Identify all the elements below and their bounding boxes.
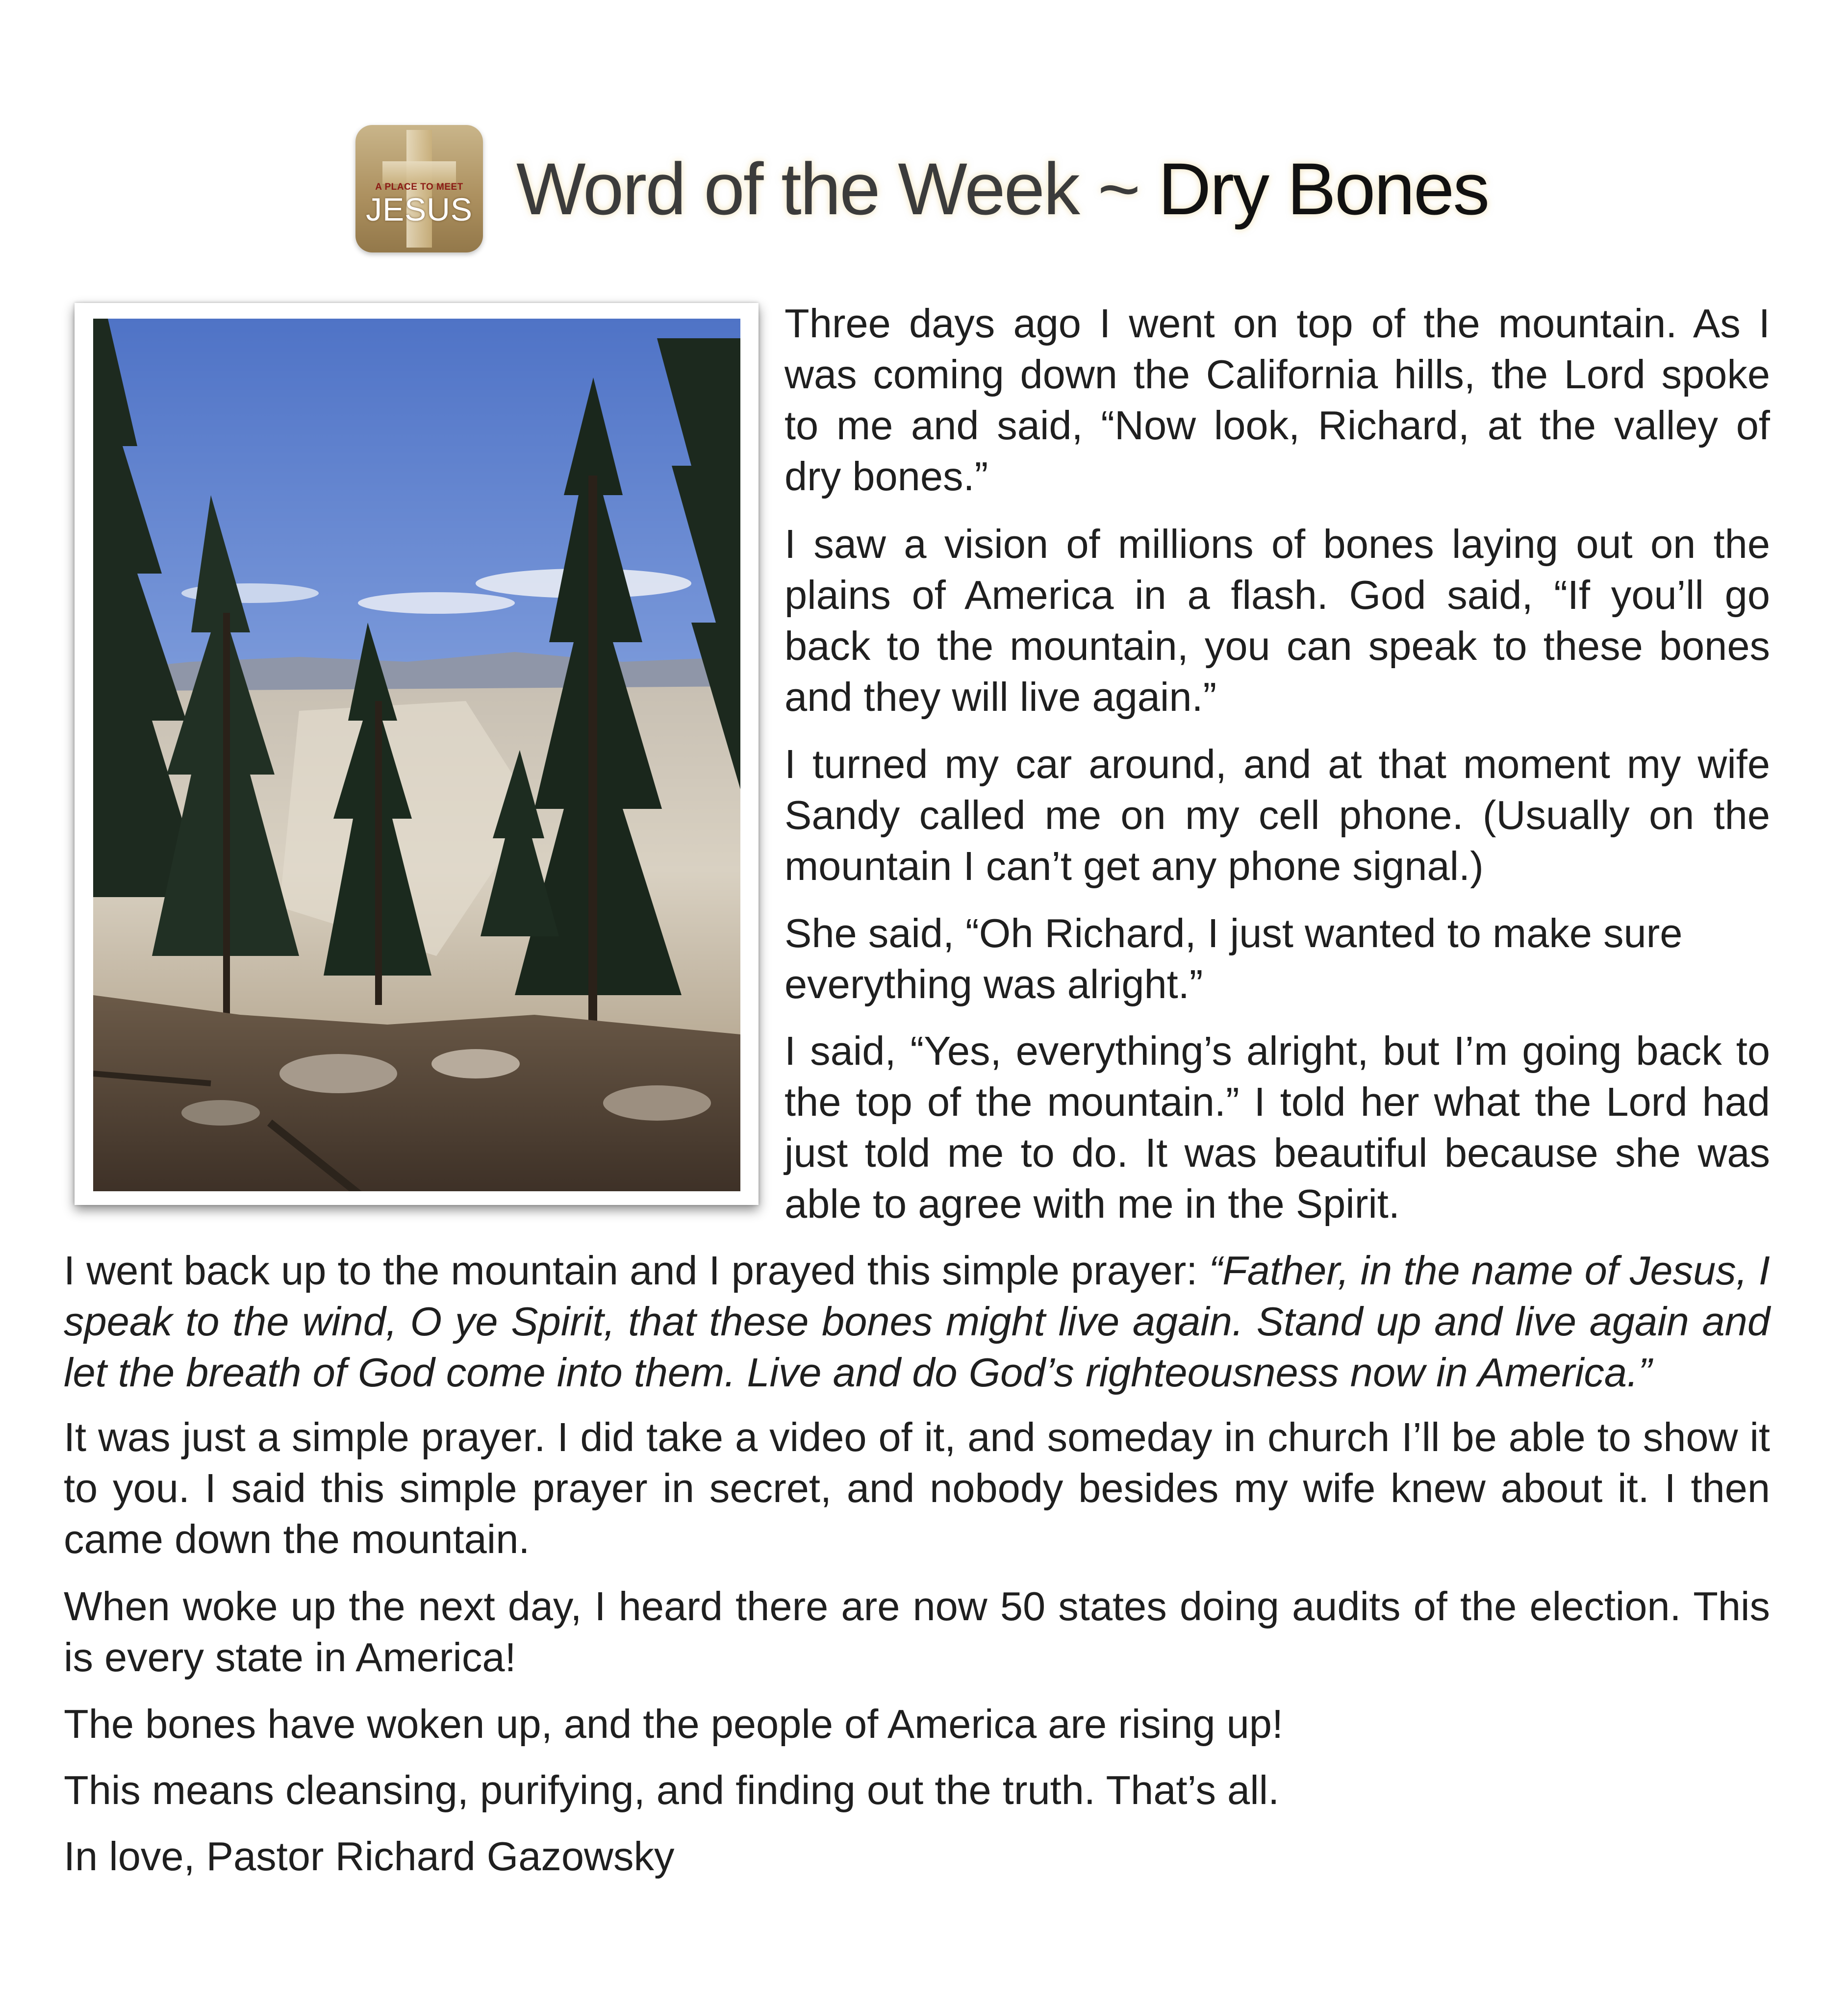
paragraph-1: Three days ago I went on top of the mountain. As I was coming down the California hills, the Lord spoke to me and said, “Now look, Richard, at the valley of dry bones.” — [785, 301, 1770, 499]
paragraph-8: When woke up the next day, I heard there are now 50 states doing audits of the election. This is every state in America! — [64, 1583, 1770, 1680]
signature: In love, Pastor Richard Gazowsky — [64, 1833, 675, 1879]
logo-small-text: A PLACE TO MEET — [375, 182, 463, 192]
paragraph-6 — [64, 1245, 1770, 1398]
header — [355, 125, 1488, 252]
pine-forest-photo — [93, 319, 740, 1191]
cross-logo-icon — [355, 125, 483, 252]
paragraph-9: The bones have woken up, and the people of America are rising up! — [64, 1701, 1284, 1747]
title-prefix: Word of the Week ~ — [516, 148, 1158, 230]
prayer-lead: I went back up to the mountain and I prayed this simple prayer: — [64, 1248, 1209, 1293]
title-main: Dry Bones — [1158, 148, 1489, 230]
photo-frame — [75, 303, 759, 1205]
page-title — [516, 148, 1489, 230]
prayer-text: “Father, in the name of Jesus, I speak to the wind, O ye Spirit, that these bones might live again. Stand up and live again and let the breath of God come into them. Live and do God’s righteousness now in America.” — [64, 1248, 1770, 1395]
paragraph-10: This means cleansing, purifying, and finding out the truth. That’s all. — [64, 1767, 1280, 1813]
paragraph-7: It was just a simple prayer. I did take a video of it, and someday in church I’ll be able to show it to you. I said this simple prayer in secret, and nobody besides my wife knew about it. I then came down the mountain. — [64, 1414, 1770, 1562]
paragraph-3: I turned my car around, and at that moment my wife Sandy called me on my cell phone. (Usually on the mountain I can’t get any phone signal.) — [785, 741, 1770, 889]
logo-big-text: JESUS — [366, 191, 473, 227]
paragraph-2: I saw a vision of millions of bones laying out on the plains of America in a flash. God said, “If you’ll go back to the mountain, you can speak to these bones and they will live again.” — [785, 521, 1770, 720]
paragraph-5: I said, “Yes, everything’s alright, but I’m going back to the top of the mountain.” I told her what the Lord had just told me to do. It was beautiful because she was able to agree with me in the Spirit. — [785, 1028, 1770, 1227]
paragraph-4: She said, “Oh Richard, I just wanted to make sure everything was alright.” — [785, 910, 1683, 1007]
